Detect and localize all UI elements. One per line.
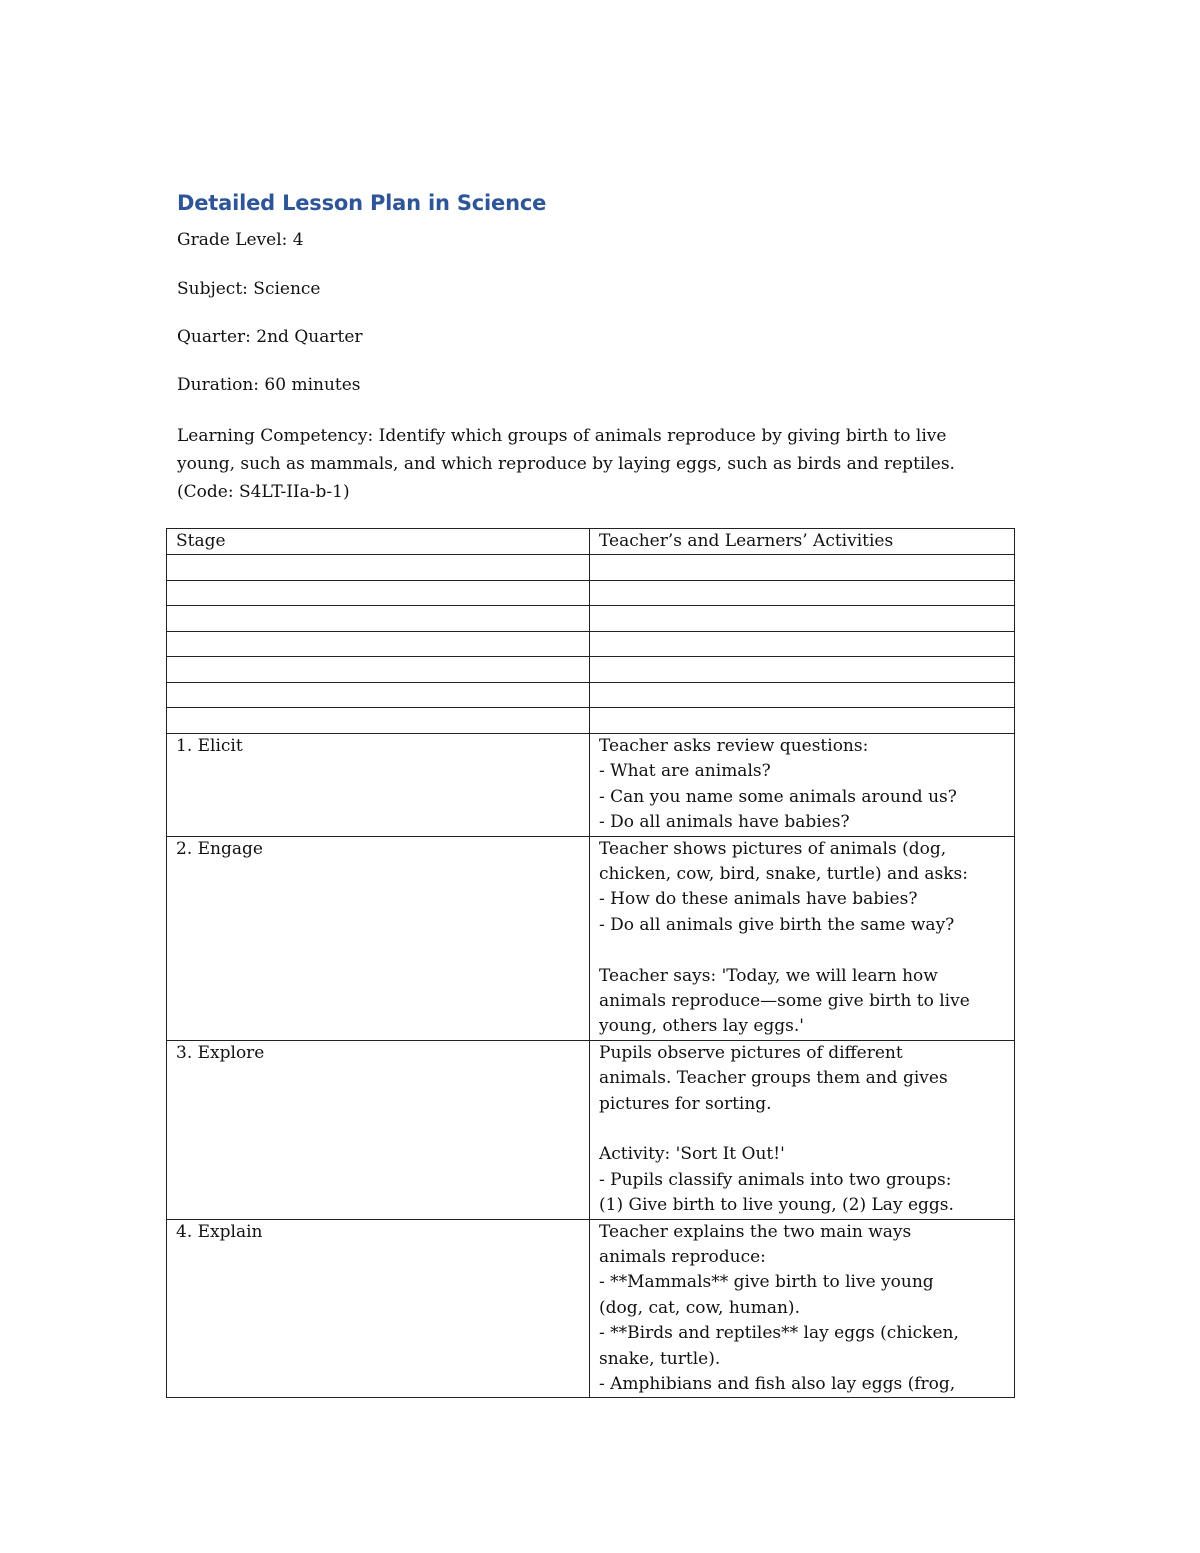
stage-cell: 3. Explore xyxy=(167,1040,590,1219)
stage-cell: 4. Explain xyxy=(167,1219,590,1398)
blank-line xyxy=(599,938,1005,963)
header-stage: Stage xyxy=(167,529,590,555)
activity-line: animals reproduce—some give birth to live xyxy=(599,990,970,1011)
empty-row xyxy=(167,708,1015,734)
activity-line: - **Mammals** give birth to live young xyxy=(599,1272,934,1293)
table-row-explore xyxy=(167,1040,1015,1219)
activity-line: Teacher explains the two main ways xyxy=(599,1221,912,1242)
activity-line: animals. Teacher groups them and gives xyxy=(599,1068,948,1089)
table-row-engage xyxy=(167,836,1015,1040)
empty-cell xyxy=(167,555,590,581)
empty-cell xyxy=(590,631,1015,657)
empty-cell xyxy=(167,580,590,606)
empty-cell xyxy=(590,606,1015,632)
activity-line: - Amphibians and fish also lay eggs (frog, xyxy=(599,1374,956,1395)
empty-row xyxy=(167,555,1015,581)
activity-cell xyxy=(590,1219,1015,1398)
empty-cell xyxy=(590,580,1015,606)
activity-line: - How do these animals have babies? xyxy=(599,889,918,910)
activity-line: - Do all animals have babies? xyxy=(599,812,850,833)
activity-line: chicken, cow, bird, snake, turtle) and asks: xyxy=(599,863,969,884)
empty-cell xyxy=(590,708,1015,734)
empty-cell xyxy=(167,606,590,632)
activity-cell xyxy=(590,733,1015,836)
header-activities: Teacher’s and Learners’ Activities xyxy=(590,529,1015,555)
activity-line: - Pupils classify animals into two groups: xyxy=(599,1169,952,1190)
activity-line: Teacher says: 'Today, we will learn how xyxy=(599,965,938,986)
activity-line: - Do all animals give birth the same way? xyxy=(599,914,955,935)
empty-row xyxy=(167,580,1015,606)
subject: Subject: Science xyxy=(177,279,321,299)
empty-row xyxy=(167,631,1015,657)
empty-row xyxy=(167,606,1015,632)
activity-line: animals reproduce: xyxy=(599,1247,766,1267)
document-title: Detailed Lesson Plan in Science xyxy=(177,191,547,215)
empty-row xyxy=(167,682,1015,708)
grade-level: Grade Level: 4 xyxy=(177,230,304,250)
activity-line: Pupils observe pictures of different xyxy=(599,1042,903,1063)
activity-line: - Can you name some animals around us? xyxy=(599,786,957,807)
table-row-elicit xyxy=(167,733,1015,836)
activity-cell xyxy=(590,1040,1015,1219)
activity-line: - What are animals? xyxy=(599,761,771,782)
activity-cell xyxy=(590,836,1015,1040)
table-header-row xyxy=(167,529,1015,555)
empty-cell xyxy=(167,682,590,708)
competency-line: (Code: S4LT-IIa-b-1) xyxy=(177,482,350,502)
activity-line: Teacher shows pictures of animals (dog, xyxy=(599,838,947,859)
quarter: Quarter: 2nd Quarter xyxy=(177,327,363,347)
empty-cell xyxy=(167,708,590,734)
activity-line: (dog, cat, cow, human). xyxy=(599,1297,800,1318)
duration: Duration: 60 minutes xyxy=(177,375,361,395)
learning-competency xyxy=(177,422,1007,506)
activity-line: (1) Give birth to live young, (2) Lay eggs. xyxy=(599,1195,954,1216)
competency-line: young, such as mammals, and which reproduce by laying eggs, such as birds and reptiles. xyxy=(177,454,955,474)
stage-cell: 1. Elicit xyxy=(167,733,590,836)
empty-cell xyxy=(590,657,1015,683)
blank-line xyxy=(599,1117,1005,1142)
lesson-table xyxy=(166,528,1015,1398)
activity-line: Activity: 'Sort It Out!' xyxy=(599,1144,785,1165)
empty-row xyxy=(167,657,1015,683)
empty-cell xyxy=(590,555,1015,581)
activity-line: Teacher asks review questions: xyxy=(599,735,869,756)
table-row-explain xyxy=(167,1219,1015,1398)
empty-cell xyxy=(590,682,1015,708)
activity-line: young, others lay eggs.' xyxy=(599,1016,804,1037)
competency-line: Learning Competency: Identify which groups of animals reproduce by giving birth to live xyxy=(177,426,947,446)
activity-line: snake, turtle). xyxy=(599,1348,721,1369)
empty-cell xyxy=(167,631,590,657)
stage-cell: 2. Engage xyxy=(167,836,590,1040)
activity-line: pictures for sorting. xyxy=(599,1093,772,1114)
empty-cell xyxy=(167,657,590,683)
activity-line: - **Birds and reptiles** lay eggs (chicken, xyxy=(599,1323,959,1344)
